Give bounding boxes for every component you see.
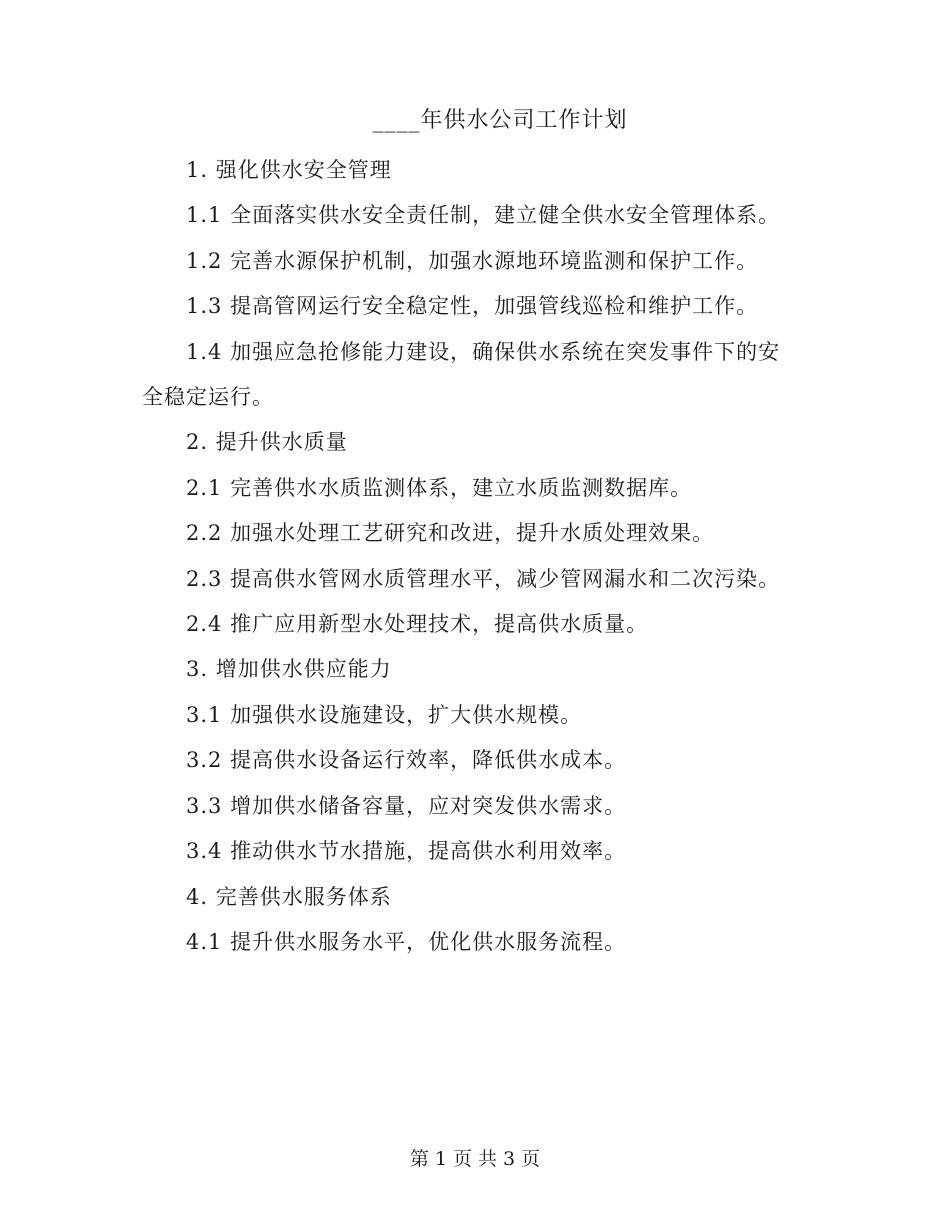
page-number-footer: 第 1 页 共 3 页 [409, 1148, 541, 1170]
paragraph-1-1: 1.1 全面落实供水安全责任制，建立健全供水安全管理体系。 [186, 203, 781, 228]
paragraph-3-2: 3.2 提高供水设备运行效率，降低供水成本。 [186, 748, 627, 773]
paragraph-1-2: 1.2 完善水源保护机制，加强水源地环境监测和保护工作。 [186, 248, 759, 273]
paragraph-2-1: 2.1 完善供水水质监测体系，建立水质监测数据库。 [186, 475, 693, 500]
section-heading-1: 1. 强化供水安全管理 [186, 158, 392, 182]
paragraph-1-4: 1.4 加强应急抢修能力建设，确保供水系统在突发事件下的安全稳定运行。 [142, 339, 781, 410]
paragraph-2-2: 2.2 加强水处理工艺研究和改进，提升水质处理效果。 [186, 521, 715, 546]
paragraph-3-3: 3.3 增加供水储备容量，应对突发供水需求。 [186, 793, 627, 818]
paragraph-2-4: 2.4 推广应用新型水处理技术，提高供水质量。 [186, 612, 649, 637]
paragraph-2-3: 2.3 提高供水管网水质管理水平，减少管网漏水和二次污染。 [186, 566, 781, 591]
section-heading-2: 2. 提升供水质量 [186, 430, 348, 455]
section-heading-3: 3. 增加供水供应能力 [186, 657, 392, 682]
paragraph-1-3: 1.3 提高管网运行安全稳定性，加强管线巡检和维护工作。 [186, 294, 759, 319]
document-body [142, 148, 792, 965]
paragraph-4-1: 4.1 提升供水服务水平，优化供水服务流程。 [186, 929, 627, 954]
paragraph-3-4: 3.4 推动供水节水措施，提高供水利用效率。 [186, 839, 627, 864]
section-heading-4: 4. 完善供水服务体系 [186, 884, 392, 909]
document-title: ____年供水公司工作计划 [372, 108, 628, 133]
paragraph-3-1: 3.1 加强供水设施建设，扩大供水规模。 [186, 702, 583, 727]
